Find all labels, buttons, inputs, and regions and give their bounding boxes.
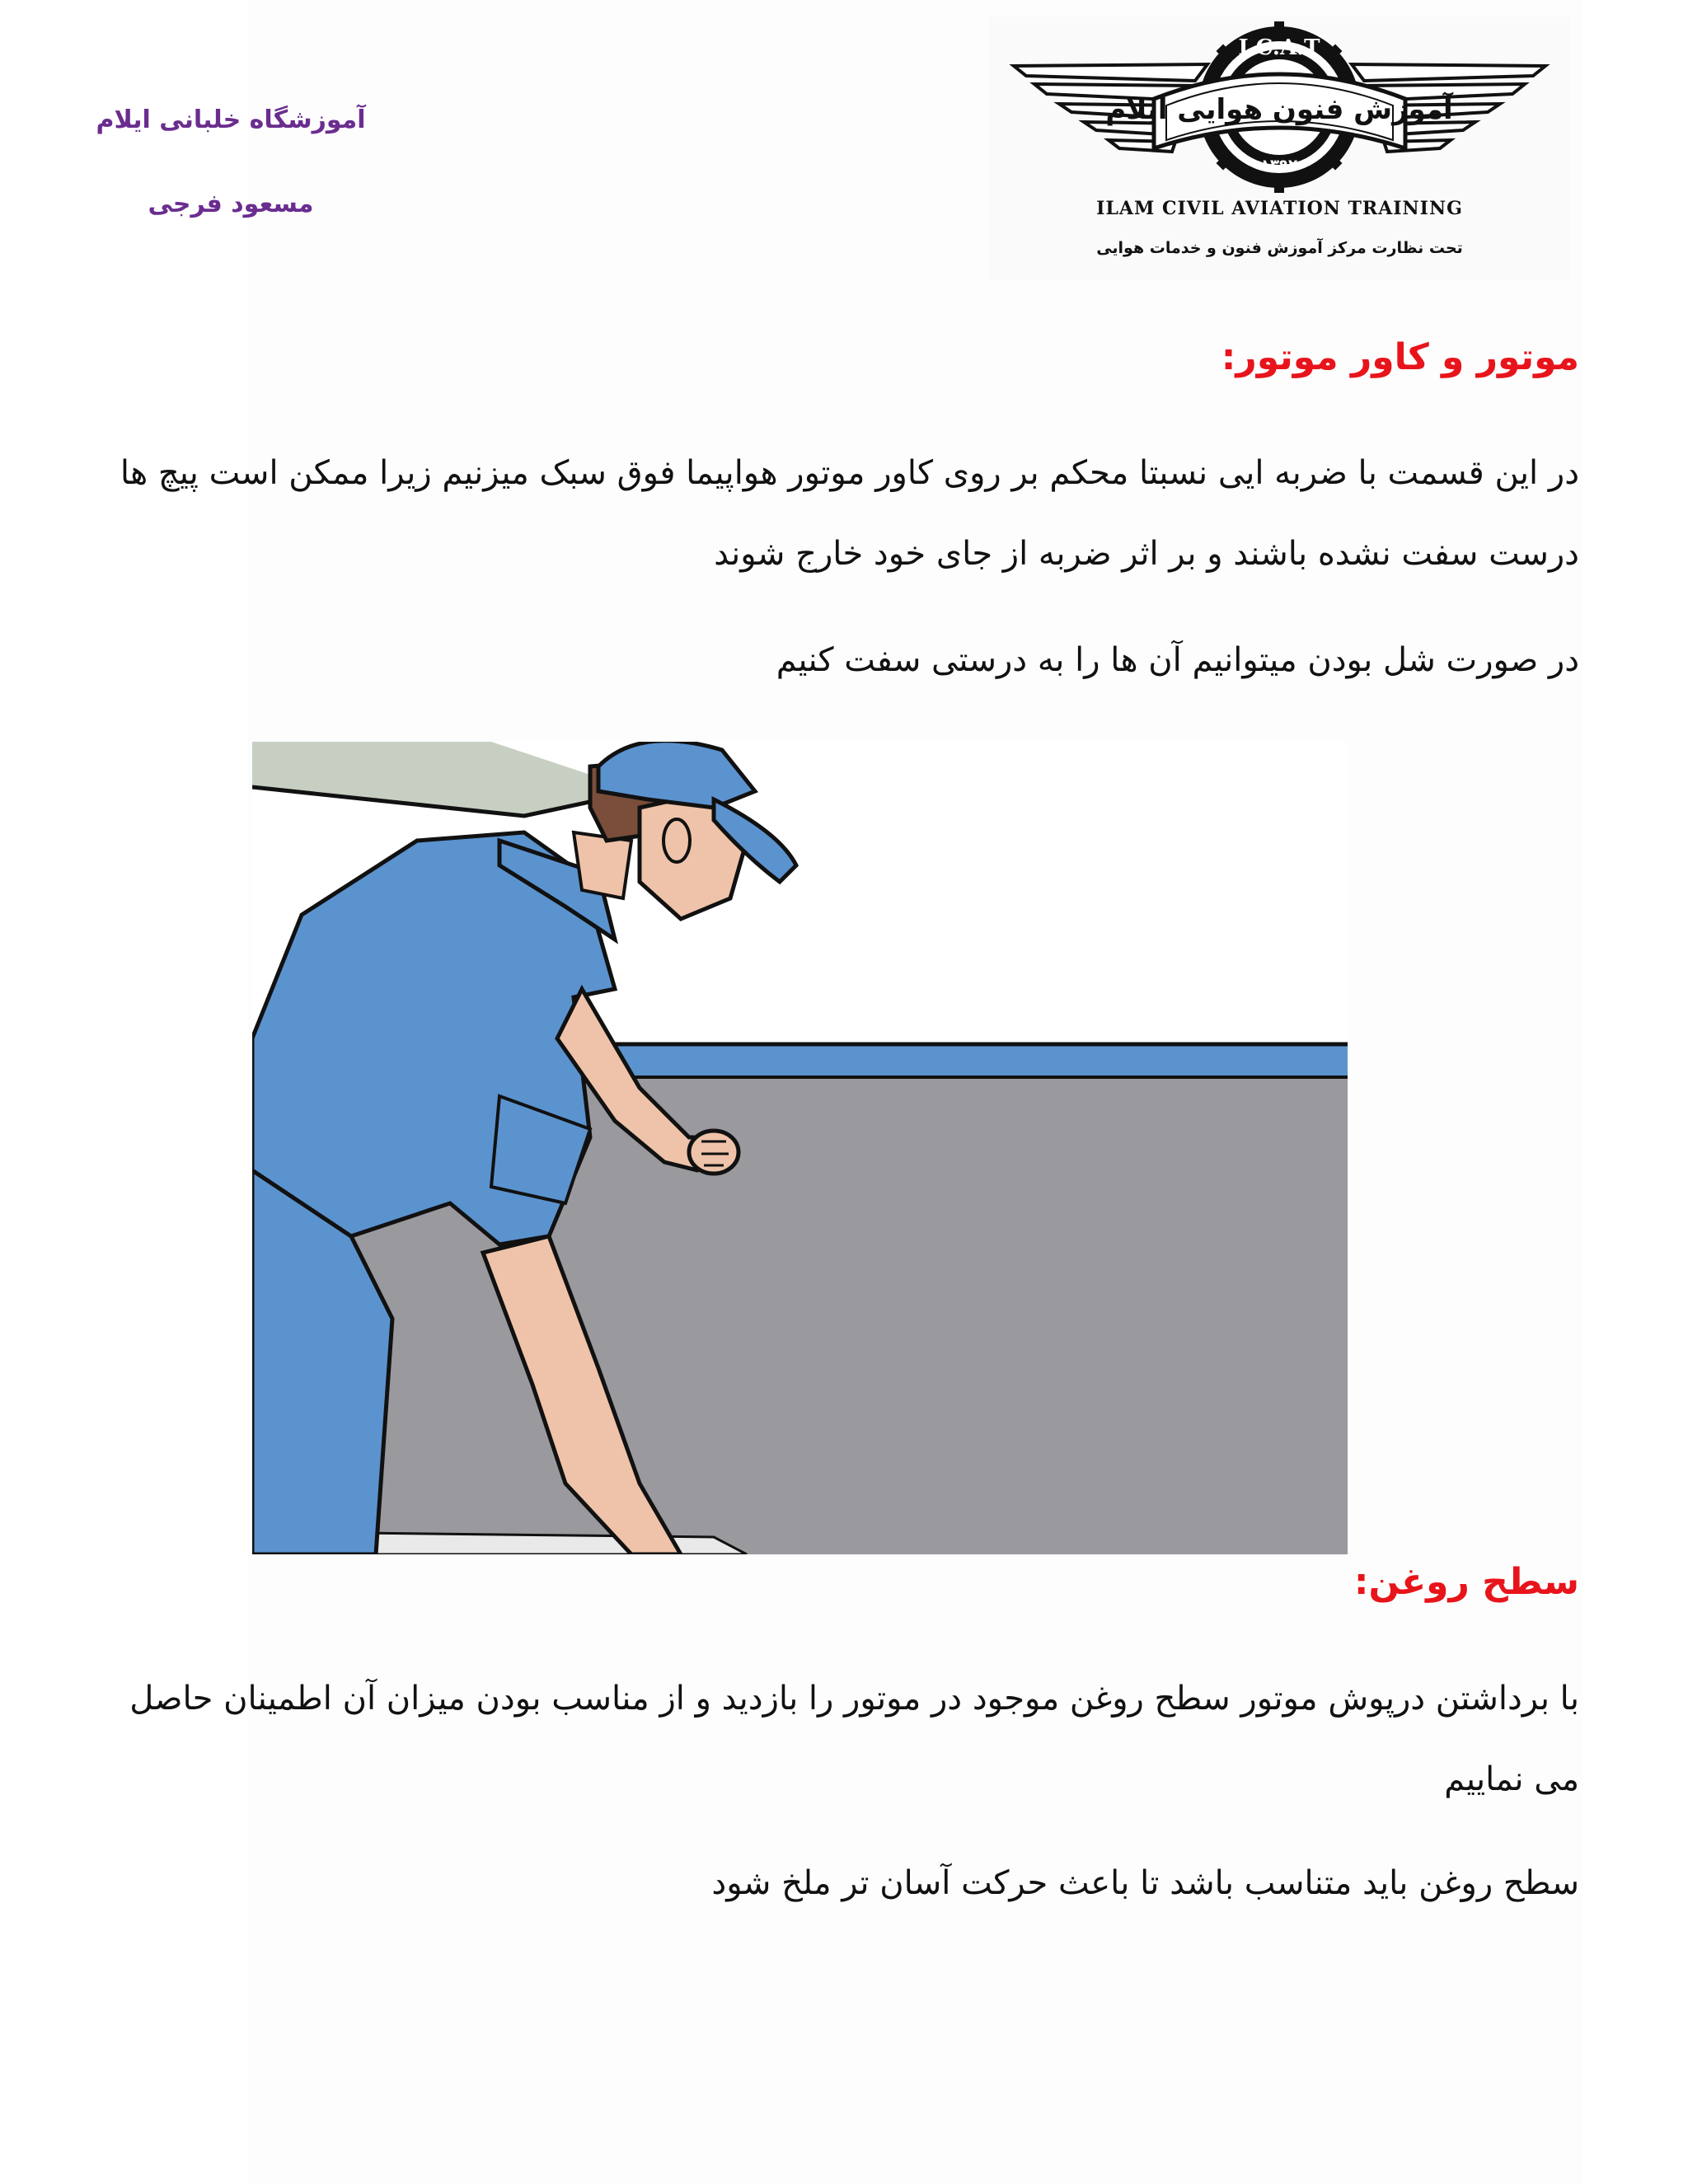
logo-supervision: تحت نظارت مرکز آموزش فنون و خدمات هوایی [1096,239,1463,257]
paragraph-oil-level-1: با برداشتن درپوش موتور سطح روغن موجود در موتور را بازدید و از مناسب بودن میزان آن اطمینان حاصل می نماییم [129,1680,1579,1798]
heading-oil-level: سطح روغن: [1353,1561,1579,1603]
logo-arc-text: I.C.A.T [1238,35,1320,60]
paragraph-engine-cover-1: در این قسمت با ضربه ایی نسبتا محکم بر روی کاور موتور هواپیما فوق سبک میزنیم زیرا ممکن است پیچ ها درست سفت نشده باشند و بر اثر ضربه از جای خود خارج شوند [120,454,1579,573]
school-name: آموزشگاه خلبانی ایلام [96,105,366,134]
mechanic-knocking-cover-image [252,742,1348,1554]
author-name: مسعود فرجی [148,190,314,218]
paragraph-engine-cover-2: در صورت شل بودن میتوانیم آن ها را به درستی سفت کنیم [776,641,1579,679]
logo-banner-text: آموزش فنون هوایی ایلام [1105,93,1453,126]
heading-engine-cover: موتور و کاور موتور: [1221,336,1579,378]
logo-year: ۱۳۹۲ [1261,157,1297,174]
logo-english-name: ILAM CIVIL AVIATION TRAINING [1096,198,1463,219]
winged-badge-icon [989,16,1570,206]
mechanic-illustration [252,742,1348,1554]
icat-logo [989,16,1570,280]
paragraph-oil-level-2: سطح روغن باید متناسب باشد تا باعث حرکت آسان تر ملخ شود [711,1864,1579,1902]
